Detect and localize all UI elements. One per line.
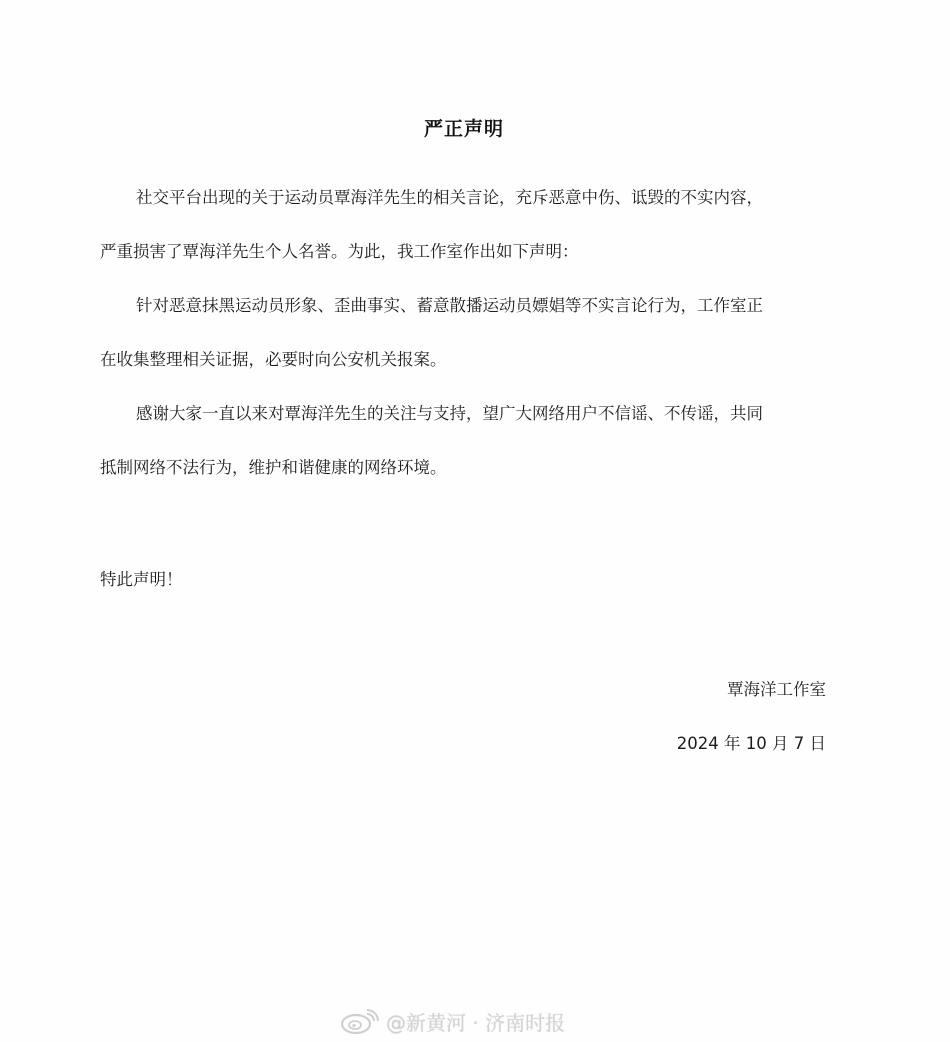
weibo-logo-icon [340,1008,380,1034]
statement-date: 2024 年 10 月 7 日 [676,734,826,753]
paragraph-line: 在收集整理相关证据，必要时向公安机关报案。 [100,350,447,369]
paragraph-3 [100,387,835,495]
signature: 覃海洋工作室 [727,680,826,699]
paragraph-2 [100,279,835,387]
paragraph-1 [100,171,835,279]
watermark-text: @新黄河 · 济南时报 [386,1010,566,1035]
paragraph-line: 社交平台出现的关于运动员覃海洋先生的相关言论，充斥恶意中伤、诋毁的不实内容， [136,188,763,207]
source-watermark [340,1006,565,1036]
paragraph-line: 抵制网络不法行为，维护和谐健康的网络环境。 [100,458,447,477]
document-title: 严正声明 [423,118,504,140]
paragraph-line: 严重损害了覃海洋先生个人名誉。为此，我工作室作出如下声明： [100,242,579,261]
paragraph-line: 感谢大家一直以来对覃海洋先生的关注与支持，望广大网络用户不信谣、不传谣，共同 [136,404,763,423]
paragraph-line: 针对恶意抹黑运动员形象、歪曲事实、蓄意散播运动员嫖娼等不实言论行为，工作室正 [136,296,763,315]
closing-remark: 特此声明！ [100,570,183,589]
